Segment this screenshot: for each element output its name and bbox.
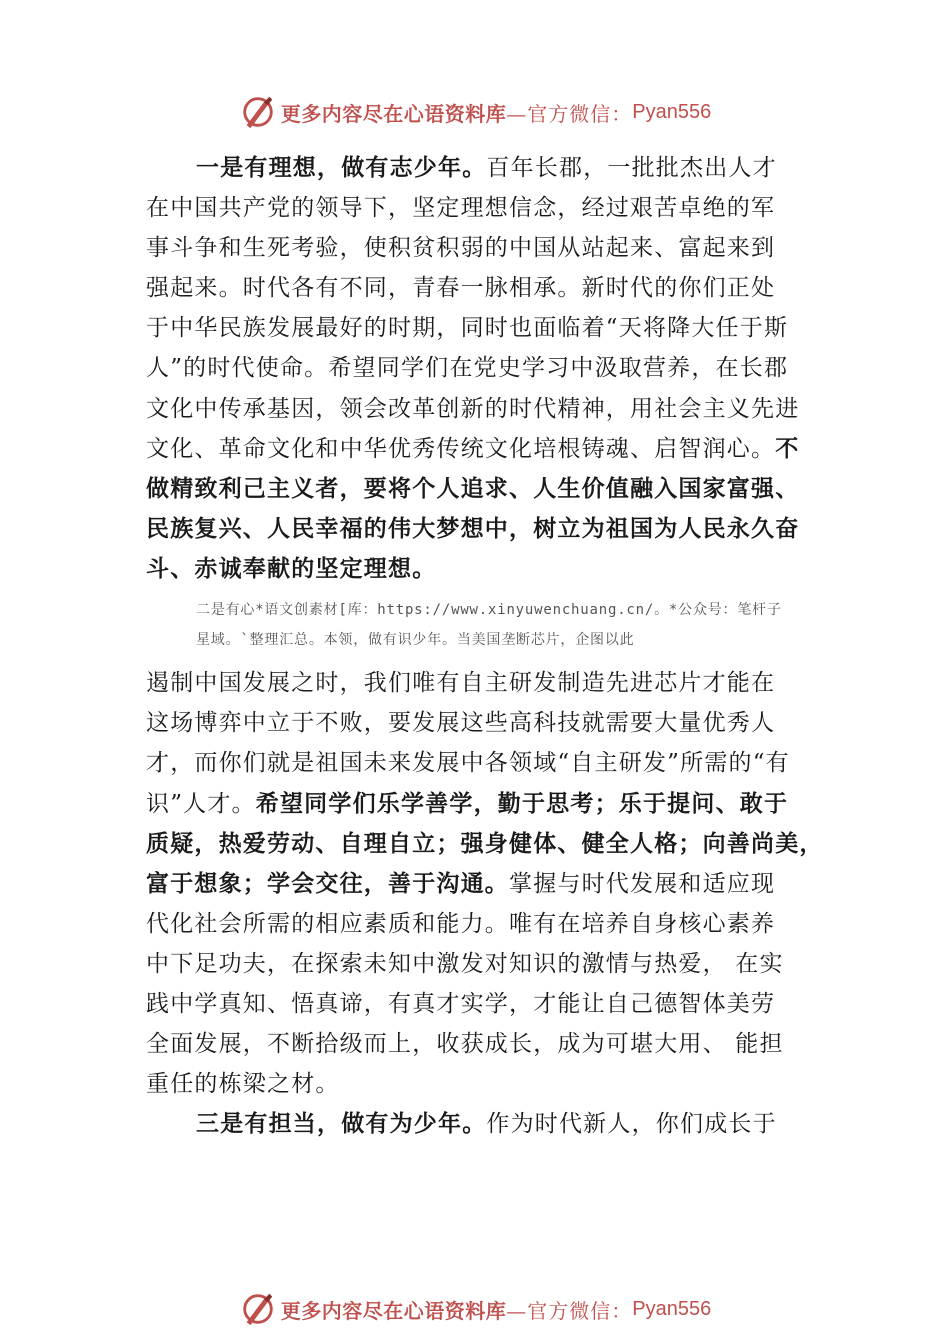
watermark-text-line — [196, 595, 782, 625]
bold-text: 三是有担当，做有为少年。 — [196, 1110, 487, 1137]
text: 全面发展，不断拾级而上，收获成长，成为可堪大用、 能担 — [146, 1031, 784, 1057]
text-line — [146, 786, 788, 822]
header-wechat-label: —官方微信： — [506, 101, 633, 126]
text-line — [146, 1026, 784, 1062]
bold-text: 富于想象；学会交往，善于沟通。 — [146, 870, 509, 897]
text: 重任的栋梁之材。 — [146, 1071, 340, 1097]
text-line — [146, 391, 799, 427]
text: 百年长郡，一批批杰出人才 — [486, 155, 777, 181]
text: 强起来。时代各有不同，青春一脉相承。新时代的你们正处 — [146, 275, 776, 301]
text-line — [146, 431, 799, 467]
pen-logo-icon — [239, 93, 277, 131]
text-line — [146, 826, 824, 862]
text-line — [146, 350, 788, 386]
text-line — [146, 551, 436, 587]
text-line — [146, 230, 775, 266]
text: 中下足功夫，在探索未知中激发对知识的激情与热爱， 在实 — [146, 951, 784, 977]
text: 于中华民族发展最好的时期，同时也面临着“天将降大任于斯 — [146, 315, 789, 341]
header-site-name: 更多内容尽在心语资料库 — [280, 101, 507, 126]
text-line — [146, 190, 775, 226]
text: 文化、革命文化和中华优秀传统文化培根铸魂、启智润心。 — [146, 436, 776, 462]
text: 在中国共产党的领导下，坚定理想信念，经过艰苦卓绝的军 — [146, 195, 776, 221]
text: 识”人才。 — [146, 791, 256, 817]
bold-text: 民族复兴、人民幸福的伟大梦想中，树立为祖国为人民永久奋 — [146, 515, 800, 542]
text: 作为时代新人，你们成长于 — [486, 1111, 777, 1137]
watermark-text-line — [196, 625, 634, 655]
text-line — [146, 946, 784, 982]
header-banner — [0, 92, 950, 132]
text-line — [146, 906, 775, 942]
text-line — [146, 310, 788, 346]
text-line — [146, 866, 775, 902]
text-line — [146, 705, 775, 741]
text: 遏制中国发展之时，我们唯有自主研发制造先进芯片才能在 — [146, 670, 776, 696]
bold-text: 斗、赤诚奉献的坚定理想。 — [146, 555, 437, 582]
pen-logo-icon — [239, 1290, 277, 1328]
text: 人”的时代使命。希望同学们在党史学习中汲取营养，在长郡 — [146, 355, 789, 381]
footer-site-name: 更多内容尽在心语资料库 — [280, 1298, 507, 1323]
footer-wechat-id: Pyan556 — [632, 1297, 712, 1320]
text-line — [146, 986, 775, 1022]
bold-text: 不 — [775, 435, 800, 462]
footer-banner — [0, 1289, 950, 1329]
bold-text: 希望同学们乐学善学，勤于思考；乐于提问、敢于 — [255, 790, 789, 817]
text: 践中学真知、悟真谛，有真才实学，才能让自己德智体美劳 — [146, 991, 776, 1017]
text: 事斗争和生死考验，使积贫积弱的中国从站起来、富起来到 — [146, 235, 776, 261]
text-line — [146, 270, 775, 306]
text: 二是有心*语文创素材[库：https://www.xinyuwenchuang.cn/。*公众号：笔杆子 — [196, 602, 782, 618]
text: 才，而你们就是祖国未来发展中各领域“自主研发”所需的“有 — [146, 750, 790, 776]
text-line — [146, 665, 775, 701]
text: 星域。`整理汇总。本领，做有识少年。当美国垄断芯片，企图以此 — [196, 632, 635, 648]
footer-wechat-label: —官方微信： — [506, 1298, 633, 1323]
text-line — [196, 1106, 777, 1142]
text-line — [146, 745, 790, 781]
text: 代化社会所需的相应素质和能力。唯有在培养自身核心素养 — [146, 911, 776, 937]
text-line — [146, 1066, 340, 1102]
text-line — [146, 471, 799, 507]
text-line — [196, 150, 777, 186]
header-wechat-id: Pyan556 — [632, 100, 712, 123]
bold-text: 一是有理想，做有志少年。 — [196, 154, 487, 181]
text-line — [146, 511, 799, 547]
text: 这场博弈中立于不败，要发展这些高科技就需要大量优秀人 — [146, 710, 776, 736]
text: 文化中传承基因，领会改革创新的时代精神，用社会主义先进 — [146, 396, 800, 422]
text: 掌握与时代发展和适应现 — [509, 871, 776, 897]
bold-text: 质疑，热爱劳动、自理自立；强身健体、健全人格；向善尚美， — [146, 830, 824, 857]
bold-text: 做精致利己主义者，要将个人追求、人生价值融入国家富强、 — [146, 475, 800, 502]
